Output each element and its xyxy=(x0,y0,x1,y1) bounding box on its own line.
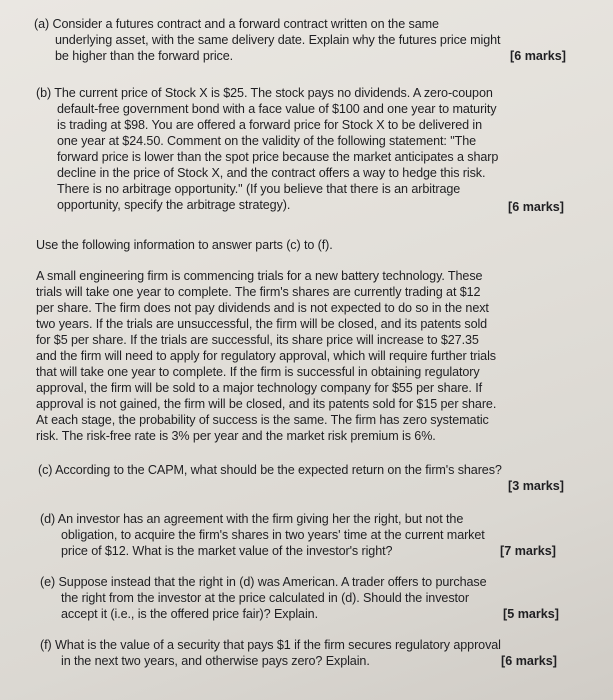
question-b-line-6: decline in the price of Stock X, and the contract offers a way to hedge this risk. xyxy=(57,166,486,180)
question-c-marks: [3 marks] xyxy=(508,479,565,493)
scenario-line-1: A small engineering firm is commencing trials for a new battery technology. These xyxy=(36,269,483,283)
scenario-line-7: that will take one year to complete. If the firm is successful in obtaining regulatory xyxy=(36,365,480,379)
question-c-line-1: (c) According to the CAPM, what should be the expected return on the firm's shares? xyxy=(38,463,502,477)
question-a-marks: [6 marks] xyxy=(510,49,567,63)
scenario-line-3: per share. The firm does not pay dividends and is not expected to do so in the next xyxy=(36,301,489,315)
question-f-line-2: in the next two years, and otherwise pays zero? Explain. xyxy=(61,654,370,668)
question-b-marks: [6 marks] xyxy=(508,200,565,214)
scenario-line-10: At each stage, the probability of success is the same. The firm has zero systematic xyxy=(36,413,489,427)
question-b-line-8: opportunity, specify the arbitrage strategy). xyxy=(57,198,291,212)
question-b-line-1: (b) The current price of Stock X is $25. The stock pays no dividends. A zero-coupon xyxy=(36,86,493,100)
scenario-line-9: approval is not gained, the firm will be closed, and its patents sold for $15 per share. xyxy=(36,397,497,411)
scenario-line-2: trials will take one year to complete. The firm's shares are currently trading at $12 xyxy=(36,285,481,299)
question-e-line-3: accept it (i.e., is the offered price fair)? Explain. xyxy=(61,607,318,621)
question-e-line-2: the right from the investor at the price calculated in (d). Should the investor xyxy=(61,591,469,605)
question-d-marks: [7 marks] xyxy=(500,544,557,558)
question-d-line-2: obligation, to acquire the firm's shares in two years' time at the current market xyxy=(61,528,485,542)
question-a-line-1: (a) Consider a futures contract and a forward contract written on the same xyxy=(34,17,439,31)
question-a-line-3: be higher than the forward price. xyxy=(55,49,234,63)
question-e-line-1: (e) Suppose instead that the right in (d) was American. A trader offers to purchase xyxy=(40,575,487,589)
question-b-line-3: is trading at $98. You are offered a forward price for Stock X to be delivered in xyxy=(57,118,483,132)
question-f-line-1: (f) What is the value of a security that pays $1 if the firm secures regulatory approval xyxy=(40,638,501,652)
question-f-marks: [6 marks] xyxy=(501,654,558,668)
question-a-line-2: underlying asset, with the same delivery date. Explain why the futures price might xyxy=(55,33,501,47)
scenario-line-11: risk. The risk-free rate is 3% per year and the market risk premium is 6%. xyxy=(36,429,436,443)
question-e-marks: [5 marks] xyxy=(503,607,560,621)
scenario-line-6: and the firm will need to apply for regulatory approval, which will require further trials xyxy=(36,349,496,363)
scenario-line-4: two years. If the trials are unsuccessful, the firm will be closed, and its patents sold xyxy=(36,317,488,331)
scenario-line-5: for $5 per share. If the trials are successful, its share price will increase to $27.35 xyxy=(36,333,479,347)
question-d-line-3: price of $12. What is the market value of the investor's right? xyxy=(61,544,393,558)
question-b-line-7: There is no arbitrage opportunity." (If you believe that there is an arbitrage xyxy=(57,182,461,196)
question-b-line-5: forward price is lower than the spot price because the market anticipates a sharp xyxy=(57,150,499,164)
question-d-line-1: (d) An investor has an agreement with the firm giving her the right, but not the xyxy=(40,512,464,526)
scenario-line-8: approval, the firm will be sold to a major technology company for $55 per share. If xyxy=(36,381,483,395)
question-b-line-2: default-free government bond with a face value of $100 and one year to maturity xyxy=(57,102,497,116)
question-b-line-4: one year at $24.50. Comment on the validity of the following statement: "The xyxy=(57,134,477,148)
instruction-text: Use the following information to answer parts (c) to (f). xyxy=(36,238,333,252)
